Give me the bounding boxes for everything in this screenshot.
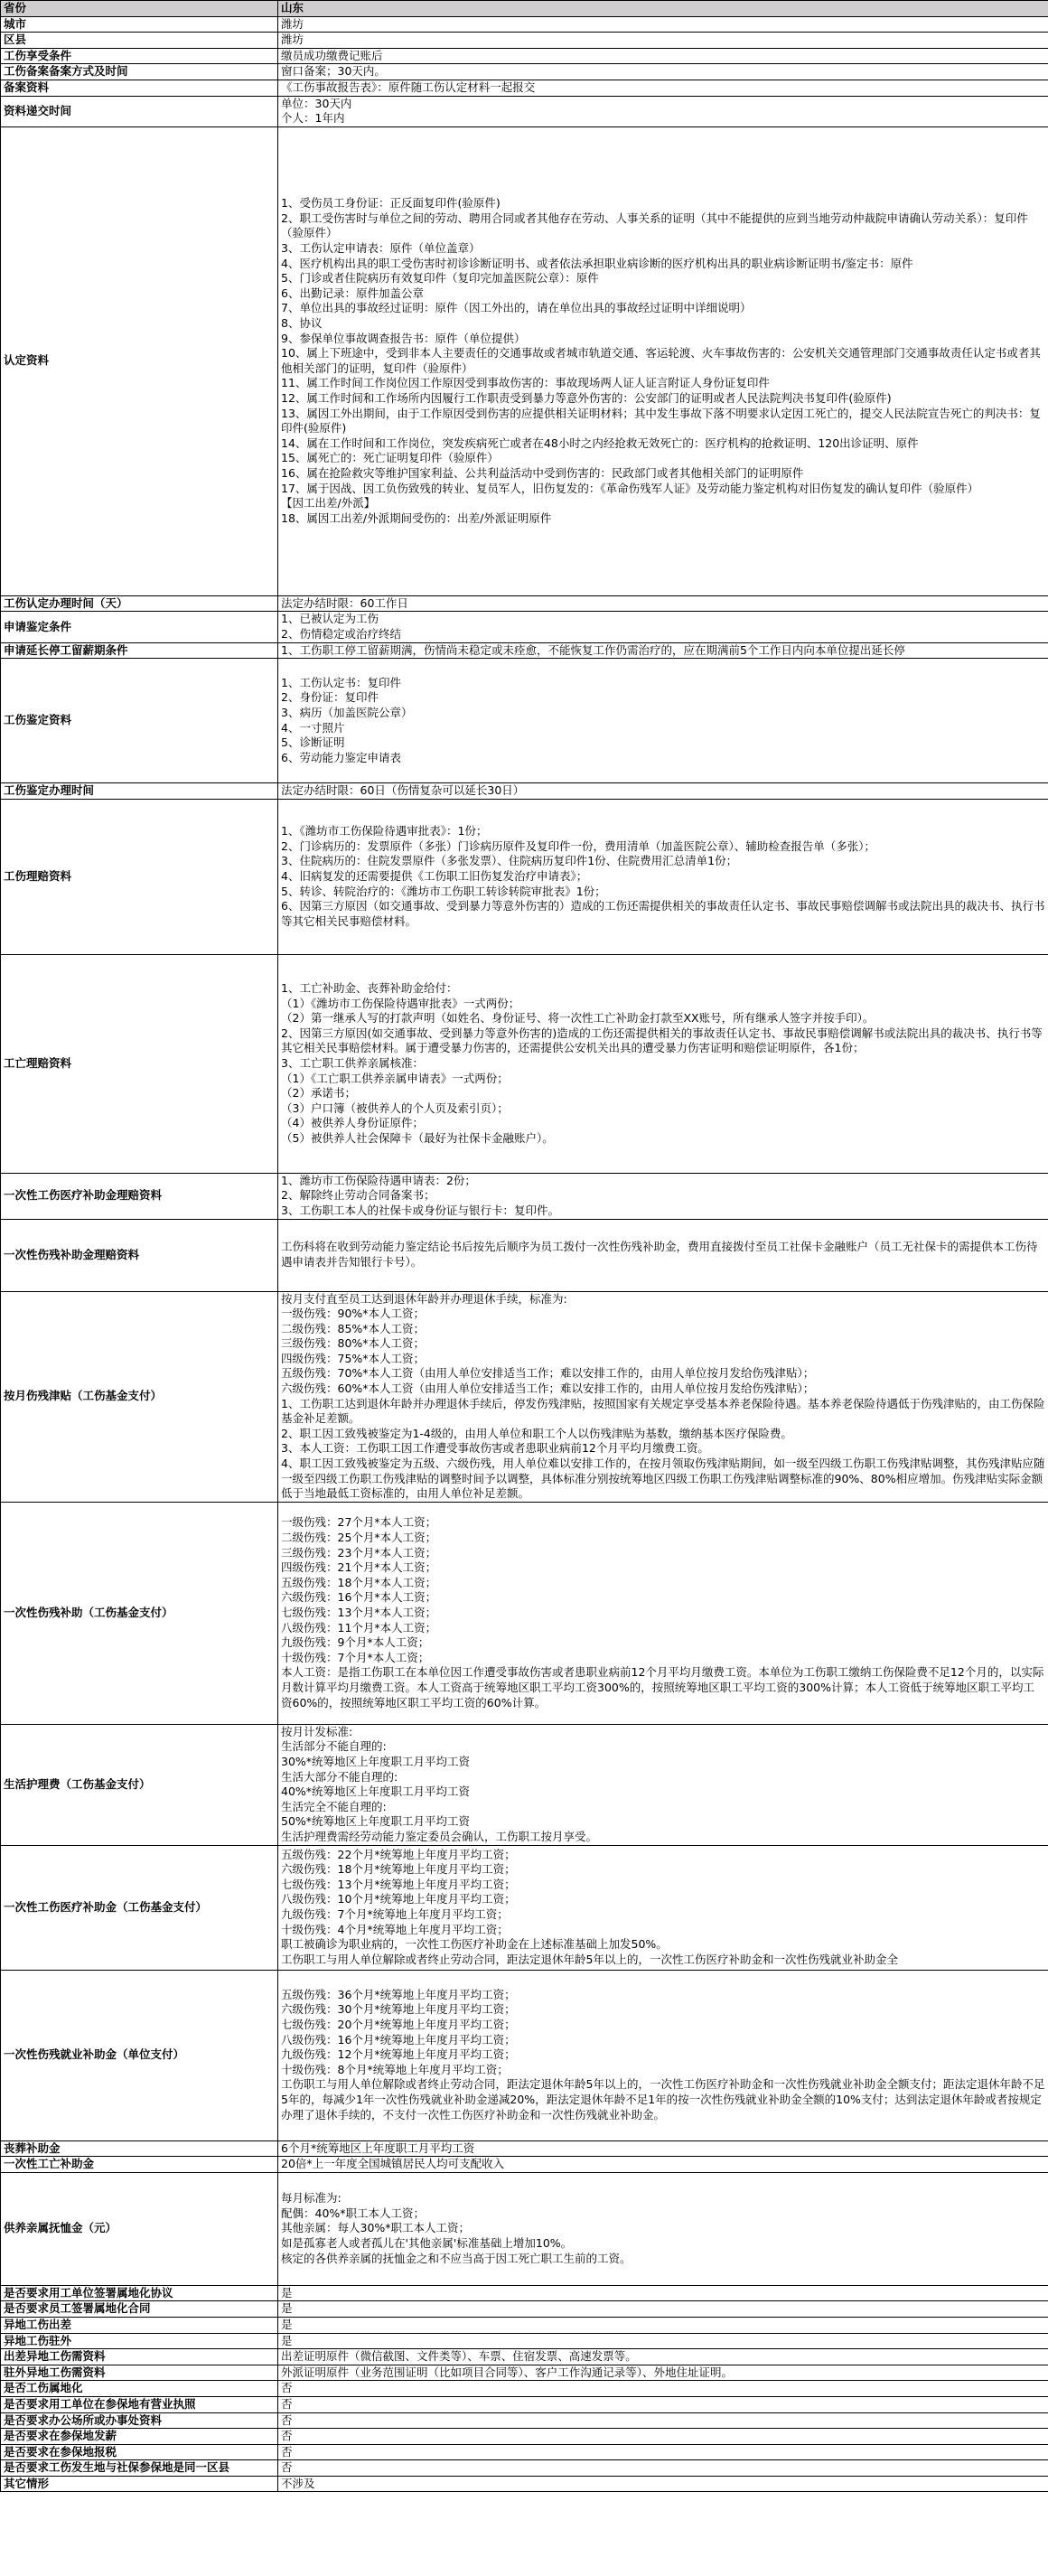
- row-value: 出差证明原件（微信截图、文件类等）、车票、住宿发票、高速发票等。: [278, 2349, 1048, 2365]
- row-value: 法定办结时限：60日（伤情复杂可以延长30日）: [278, 783, 1048, 800]
- row-key: 一次性工亡补助金: [1, 2157, 278, 2173]
- row-key: 一次性工伤医疗补助金理赔资料: [1, 1173, 278, 1219]
- table-row: [1, 595, 1048, 612]
- row-key: 是否要求工伤发生地与社保参保地是同一区县: [1, 2460, 278, 2477]
- row-key: 备案资料: [1, 80, 278, 96]
- row-value: 1、工伤认定书：复印件 2、身份证：复印件 3、病历（加盖医院公章） 4、一寸照片 5、诊断证明 6、劳动能力鉴定申请表: [278, 659, 1048, 783]
- row-value: 否: [278, 2429, 1048, 2445]
- row-key: 生活护理费（工伤基金支付）: [1, 1724, 278, 1845]
- row-value: 法定办结时限：60工作日: [278, 595, 1048, 612]
- row-key: 是否要求用工单位签署属地化协议: [1, 2285, 278, 2301]
- row-value: 是: [278, 2285, 1048, 2301]
- row-value: 否: [278, 2381, 1048, 2397]
- row-key: 城市: [1, 16, 278, 33]
- row-key: 工伤理赔资料: [1, 799, 278, 954]
- row-key: 供养亲属抚恤金（元）: [1, 2172, 278, 2285]
- row-value: 窗口备案；30天内。: [278, 64, 1048, 80]
- row-value: 否: [278, 2412, 1048, 2429]
- row-value: 1、受伤员工身份证：正反面复印件(验原件) 2、职工受伤害时与单位之间的劳动、聘用合同或者其他存在劳动、人事关系的证明（其中不能提供的应到当地劳动仲裁院申请确认劳动关系）：复印件（验原件） 3、工伤认定申请表：原件（单位盖章） 4、医疗机构出具的职工受伤害时初诊诊断证明书、或者依法承担职业病诊断的医疗机构出具的职业病诊断证明书/鉴定书：原件 5、门诊或者住院病历有效复印件（复印完加盖医院公章）：原件 6、出勤记录：原件加盖公章 7、单位出具的事故经过证明：原件（因工外出的，请在单位出具的事故经过证明中详细说明） 8、协议 9、参保单位事故调查报告书：原件（单位提供） 10、属上下班途中，受到非本人主要责任的交通事故或者城市轨道交通、客运轮渡、火车事故伤害的：公安机关交通管理部门交通事故责任认定书或者其他相关部门的证明，复印件（验原件） 11、属工作时间工作岗位因工作原因受到事故伤害的：事故现场两人证人证言附证人身份证复印件 12、属工作时间和工作场所内因履行工作职责受到暴力等意外伤害的：公安部门的证明或者人民法院判决书复印件(验原件) 13、属因工外出期间，由于工作原因受到伤害的应提供相关证明材料；其中发生事故下落不明要求认定因工死亡的，提交人民法院宣告死亡的判决书：复印件(验原件) 14、属在工作时间和工作岗位，突发疾病死亡或者在48小时之内经抢救无效死亡的：医疗机构的抢救证明、120出诊证明、原件 15、属死亡的：死亡证明复印件（验原件） 16、属在抢险救灾等维护国家利益、公共利益活动中受到伤害的：民政部门或者其他相关部门的证明原件 17、属于因战、因工负伤致残的转业、复员军人，旧伤复发的：《革命伤残军人证》及劳动能力鉴定机构对旧伤复发的确认复印件（验原件） 【因工出差/外派】 18、属因工出差/外派期间受伤的：出差/外派证明原件: [278, 126, 1048, 595]
- row-value: 《工伤事故报告表》：原件随工伤认定材料一起报交: [278, 80, 1048, 96]
- table-row: [1, 80, 1048, 96]
- row-value: 单位：30天内 个人：1年内: [278, 96, 1048, 126]
- row-value: 潍坊: [278, 33, 1048, 49]
- row-value: 否: [278, 2396, 1048, 2412]
- table-row: [1, 612, 1048, 642]
- table-row: [1, 2301, 1048, 2318]
- row-key: 工伤认定办理时间（天）: [1, 595, 278, 612]
- row-value: 五级伤残：36个月*统筹地上年度月平均工资； 六级伤残：30个月*统筹地上年度月平均工资； 七级伤残：20个月*统筹地上年度月平均工资； 八级伤残：16个月*统筹地上年度月平均工资； 九级伤残：12个月*统筹地上年度月平均工资； 十级伤残：8个月*统筹地上年度月平均工资； 工伤职工与用人单位解除或者终止劳动合同，距法定退休年龄5年以上的，一次性工伤医疗补助金和一次性伤残就业补助金全额支付；距法定退休年龄不足5年的，每减少1年一次性伤残就业补助金递减20%，距法定退休年龄不足1年的按一次性伤残就业补助金全额的10%支付；达到法定退休年龄或者按规定办理了退休手续的，不支付一次性工伤医疗补助金和一次性伤残就业补助金。: [278, 1970, 1048, 2140]
- table-row: [1, 2429, 1048, 2445]
- header-row: [1, 1, 1048, 17]
- row-key: 是否要求在参保地发薪: [1, 2429, 278, 2445]
- row-key: 一次性工伤医疗补助金（工伤基金支付）: [1, 1845, 278, 1970]
- row-value: 1、《潍坊市工伤保险待遇审批表》：1份； 2、门诊病历的：发票原件（多张）门诊病历原件及复印件一份，费用清单（加盖医院公章）、辅助检查报告单（多张）； 3、住院病历的：住院发票原件（多张发票）、住院病历复印件1份、住院费用汇总清单1份； 4、旧病复发的还需要提供《工伤职工旧伤复发治疗申请表》； 5、转诊、转院治疗的：《潍坊市工伤职工转诊转院审批表》1份； 6、因第三方原因（如交通事故、受到暴力等意外伤害的）造成的工伤还需提供相关的事故责任认定书、事故民事赔偿调解书或法院出具的裁决书、执行书等其它相关民事赔偿材料。: [278, 799, 1048, 954]
- row-value: 工伤科将在收到劳动能力鉴定结论书后按先后顺序为员工拨付一次性伤残补助金，费用直接拨付至员工社保卡金融账户（员工无社保卡的需提供本工伤待遇申请表并告知银行卡号）。: [278, 1219, 1048, 1291]
- row-value: 五级伤残：22个月*统筹地上年度月平均工资； 六级伤残：18个月*统筹地上年度月平均工资； 七级伤残：13个月*统筹地上年度月平均工资； 八级伤残：10个月*统筹地上年度月平均工资； 九级伤残：7个月*统筹地上年度月平均工资； 十级伤残：4个月*统筹地上年度月平均工资； 职工被确诊为职业病的，一次性工伤医疗补助金在上述标准基础上加发50%。 工伤职工与用人单位解除或者终止劳动合同，距法定退休年龄5年以上的，一次性工伤医疗补助金和一次性伤残就业补助金全: [278, 1845, 1048, 1970]
- table-row: [1, 1724, 1048, 1845]
- row-key: 驻外异地工伤需资料: [1, 2365, 278, 2381]
- header-value: 山东: [278, 1, 1048, 17]
- row-key: 一次性伤残补助金理赔资料: [1, 1219, 278, 1291]
- row-key: 异地工伤驻外: [1, 2333, 278, 2349]
- row-value: 是: [278, 2301, 1048, 2318]
- table-row: [1, 783, 1048, 800]
- row-key: 是否要求在参保地报税: [1, 2444, 278, 2460]
- row-key: 是否要求员工签署属地化合同: [1, 2301, 278, 2318]
- table-row: [1, 2396, 1048, 2412]
- table-row: [1, 2460, 1048, 2477]
- row-value: 6个月*统筹地区上年度职工月平均工资: [278, 2140, 1048, 2157]
- table-row: [1, 2317, 1048, 2333]
- table-row: [1, 1173, 1048, 1219]
- table-row: [1, 2172, 1048, 2285]
- row-value: 1、工伤职工停工留薪期满，伤情尚未稳定或未痊愈，不能恢复工作仍需治疗的，应在期满前5个工作日内向本单位提出延长停: [278, 642, 1048, 659]
- row-value: 1、工亡补助金、丧葬补助金给付： （1）《潍坊市工伤保险待遇审批表》一式两份； （2）第一继承人写的打款声明（如姓名、身份证号、将一次性工亡补助金打款至XX账号，所有继承人签字并按手印）。 2、因第三方原因(如交通事故、受到暴力等意外伤害的)造成的工伤还需提供相关的事故责任认定书、事故民事赔偿调解书或法院出具的裁决书、执行书等其它相关民事赔偿材料。属于遭受暴力伤害的，还需提供公安机关出具的遭受暴力伤害证明和赔偿证明原件，各1份； 3、工亡职工供养亲属核准： （1）《工亡职工供养亲属申请表》一式两份； （2）承诺书； （3）户口簿（被供养人的个人页及索引页）； （4）被供养人身份证原件； （5）被供养人社会保障卡（最好为社保卡金融账户）。: [278, 954, 1048, 1173]
- row-key: 申请延长停工留薪期条件: [1, 642, 278, 659]
- row-value: 否: [278, 2460, 1048, 2477]
- table-row: [1, 1219, 1048, 1291]
- row-key: 是否要求用工单位在参保地有营业执照: [1, 2396, 278, 2412]
- row-value: 不涉及: [278, 2476, 1048, 2492]
- row-key: 工伤享受条件: [1, 48, 278, 64]
- table-row: [1, 659, 1048, 783]
- row-value: 按月支付直至员工达到退休年龄并办理退休手续，标准为: 一级伤残：90%*本人工资； 二级伤残：85%*本人工资； 三级伤残：80%*本人工资； 四级伤残：75%*本人工资； 五级伤残：70%*本人工资（由用人单位安排适当工作；难以安排工作的，由用人单位按月发给伤残津贴）； 六级伤残：60%*本人工资（由用人单位安排适当工作；难以安排工作的，由用人单位按月发给伤残津贴）； 1、工伤职工达到退休年龄并办理退休手续后，停发伤残津贴，按照国家有关规定享受基本养老保险待遇。基本养老保险待遇低于伤残津贴的，由工伤保险基金补足差额。 2、职工因工致残被鉴定为1-4级的，由用人单位和职工个人以伤残津贴为基数，缴纳基本医疗保险费。 3、本人工资：工伤职工因工作遭受事故伤害或者患职业病前12个月平均月缴费工资。 4、职工因工致残被鉴定为五级、六级伤残，用人单位难以安排工作的，在按月领取伤残津贴期间，如一级至四级工伤职工伤残津贴调整，其伤残津贴应随一级至四级工伤职工伤残津贴的调整时间予以调整，具体标准分别按统筹地区四级工伤职工伤残津贴调整标准的90%、80%相应增加。伤残津贴实际金额低于当地最低工资标准的，由用人单位补足差额。: [278, 1291, 1048, 1502]
- row-value: 20倍*上一年度全国城镇居民人均可支配收入: [278, 2157, 1048, 2173]
- row-key: 认定资料: [1, 126, 278, 595]
- table-row: [1, 642, 1048, 659]
- row-value: 1、已被认定为工伤 2、伤情稳定或治疗终结: [278, 612, 1048, 642]
- table-row: [1, 2476, 1048, 2492]
- table-row: [1, 954, 1048, 1173]
- row-key: 工亡理赔资料: [1, 954, 278, 1173]
- table-row: [1, 48, 1048, 64]
- table-row: [1, 16, 1048, 33]
- row-key: 工伤鉴定办理时间: [1, 783, 278, 800]
- table-row: [1, 2412, 1048, 2429]
- row-key: 是否工伤属地化: [1, 2381, 278, 2397]
- row-key: 是否要求办公场所或办事处资料: [1, 2412, 278, 2429]
- row-value: 1、潍坊市工伤保险待遇申请表：2份； 2、解除终止劳动合同备案书； 3、工伤职工本人的社保卡或身份证与银行卡：复印件。: [278, 1173, 1048, 1219]
- table-row: [1, 1502, 1048, 1724]
- table-row: [1, 1291, 1048, 1502]
- row-key: 工伤备案备案方式及时间: [1, 64, 278, 80]
- table-body: [1, 1, 1048, 2492]
- header-key: 省份: [1, 1, 278, 17]
- row-key: 出差异地工伤需资料: [1, 2349, 278, 2365]
- table-row: [1, 96, 1048, 126]
- row-value: 每月标准为: 配偶：40%*职工本人工资； 其他亲属：每人30%*职工本人工资； 如是孤寡老人或者孤儿在'其他亲属'标准基础上增加10%。 核定的各供养亲属的抚恤金之和不应当高于因工死亡职工生前的工资。: [278, 2172, 1048, 2285]
- table-row: [1, 799, 1048, 954]
- row-key: 其它情形: [1, 2476, 278, 2492]
- row-value: 是: [278, 2333, 1048, 2349]
- row-value: 潍坊: [278, 16, 1048, 33]
- row-key: 申请鉴定条件: [1, 612, 278, 642]
- row-key: 按月伤残津贴（工伤基金支付）: [1, 1291, 278, 1502]
- row-value: 否: [278, 2444, 1048, 2460]
- table-row: [1, 2157, 1048, 2173]
- table-row: [1, 2333, 1048, 2349]
- table-row: [1, 2381, 1048, 2397]
- row-value: 是: [278, 2317, 1048, 2333]
- table-row: [1, 33, 1048, 49]
- row-key: 一次性伤残就业补助金（单位支付）: [1, 1970, 278, 2140]
- table-row: [1, 64, 1048, 80]
- row-key: 资料递交时间: [1, 96, 278, 126]
- row-key: 丧葬补助金: [1, 2140, 278, 2157]
- row-key: 一次性伤残补助（工伤基金支付）: [1, 1502, 278, 1724]
- row-key: 工伤鉴定资料: [1, 659, 278, 783]
- table-row: [1, 2349, 1048, 2365]
- row-value: 外派证明原件（业务范围证明（比如项目合同等）、客户工作沟通记录等）、外地住址证明。: [278, 2365, 1048, 2381]
- row-key: 区县: [1, 33, 278, 49]
- table-row: [1, 2365, 1048, 2381]
- row-value: 按月计发标准: 生活部分不能自理的: 30%*统筹地区上年度职工月平均工资 生活大部分不能自理的: 40%*统筹地区上年度职工月平均工资 生活完全不能自理的: 50%*统筹地区上年度职工月平均工资 生活护理费需经劳动能力鉴定委员会确认，工伤职工按月享受。: [278, 1724, 1048, 1845]
- table-row: [1, 2285, 1048, 2301]
- table-row: [1, 2140, 1048, 2157]
- row-key: 异地工伤出差: [1, 2317, 278, 2333]
- row-value: 一级伤残：27个月*本人工资； 二级伤残：25个月*本人工资； 三级伤残：23个月*本人工资； 四级伤残：21个月*本人工资； 五级伤残：18个月*本人工资； 六级伤残：16个月*本人工资； 七级伤残：13个月*本人工资； 八级伤残：11个月*本人工资； 九级伤残：9个月*本人工资； 十级伤残：7个月*本人工资； 本人工资：是指工伤职工在本单位因工作遭受事故伤害或者患职业病前12个月平均月缴费工资。本单位为工伤职工缴纳工伤保险费不足12个月的，以实际月数计算平均月缴费工资。本人工资高于统筹地区职工平均工资300%的，按照统筹地区职工平均工资的300%计算；本人工资低于统筹地区职工平均工资60%的，按照统筹地区职工平均工资的60%计算。: [278, 1502, 1048, 1724]
- table-row: [1, 1970, 1048, 2140]
- table-row: [1, 2444, 1048, 2460]
- table-row: [1, 1845, 1048, 1970]
- row-value: 缴员成功缴费记账后: [278, 48, 1048, 64]
- table-row: [1, 126, 1048, 595]
